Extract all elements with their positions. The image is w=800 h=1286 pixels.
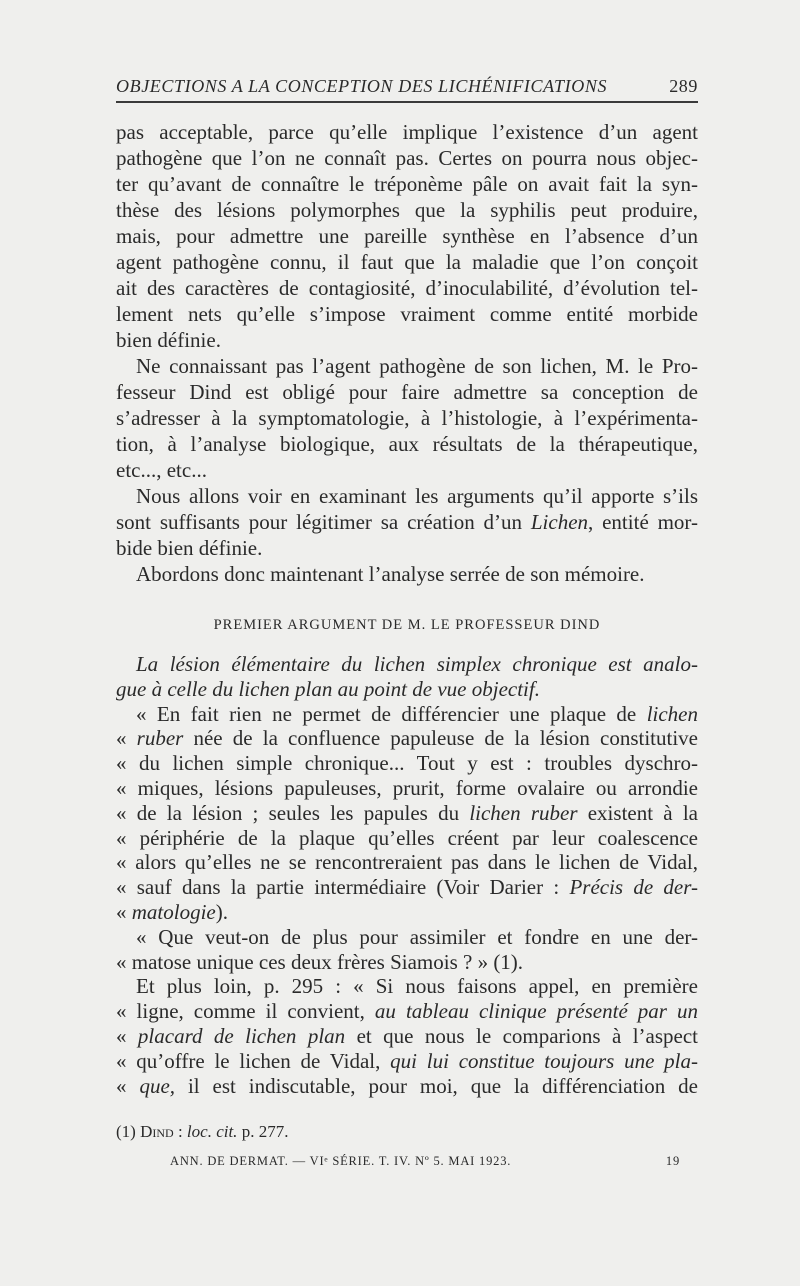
text-line	[116, 145, 698, 171]
text-segment: pathogène que l’on ne connaît pas. Certes on pourra nous objec-	[116, 146, 698, 170]
footnote-marker: (1)	[116, 1122, 141, 1141]
text-segment: mais, pour admettre une pareille synthèse en l’absence d’un	[116, 224, 698, 248]
text-segment: Nous allons voir en examinant les arguments qu’il apporte s’ils	[136, 484, 698, 508]
text-segment: « ligne, comme il convient,	[116, 999, 375, 1024]
text-line	[116, 801, 698, 826]
italic-text: Lichen	[530, 510, 589, 534]
text-segment: et que nous le comparions à l’aspect	[345, 1023, 698, 1048]
italic-text: ruber	[136, 726, 184, 751]
text-segment: ter qu’avant de connaître le tréponème pâle on avait fait la syn-	[116, 172, 698, 196]
text-segment: Et plus loin, p. 295 : « Si nous faisons appel, en première	[136, 974, 698, 999]
text-segment: bide bien définie.	[116, 536, 263, 560]
journal-footer	[170, 1154, 680, 1169]
text-segment: «	[116, 1023, 138, 1048]
text-line	[116, 379, 698, 405]
signature-mark: 19	[665, 1154, 680, 1168]
italic-text: placard de lichen plan	[137, 1023, 346, 1048]
text-segment: Ne connaissant pas l’agent pathogène de son lichen, M. le Pro-	[136, 354, 698, 378]
text-line	[116, 561, 698, 587]
text-segment: Abordons donc maintenant l’analyse serrée de son mémoire.	[136, 562, 645, 586]
body-text-block-2	[116, 652, 698, 1098]
text-segment: sont suffisants pour légitimer sa création d’un	[116, 510, 531, 534]
text-line	[116, 275, 698, 301]
text-segment: etc..., etc...	[116, 458, 207, 482]
text-segment: « sauf dans la partie intermédiaire (Voir Darier :	[116, 875, 570, 900]
text-segment: , entité mor-	[588, 510, 698, 534]
text-line	[116, 1024, 698, 1049]
italic-text: Précis de der-	[569, 875, 698, 900]
text-segment: s’adresser à la symptomatologie, à l’histologie, à l’expérimenta-	[116, 406, 698, 430]
text-line	[116, 677, 698, 702]
italic-text: gue à celle du lichen plan au point de vue objectif.	[116, 676, 540, 701]
text-line	[116, 751, 698, 776]
italic-text: lichen	[646, 701, 698, 726]
text-line	[116, 702, 698, 727]
text-segment: « alors qu’elles ne se rencontreraient pas dans le lichen de Vidal,	[116, 850, 698, 875]
text-line	[116, 1074, 698, 1099]
italic-text: lichen ruber	[469, 800, 578, 825]
page-number: 289	[669, 76, 698, 96]
text-line	[116, 1049, 698, 1074]
text-line	[116, 974, 698, 999]
text-line	[116, 457, 698, 483]
footnote-ref: loc. cit.	[186, 1122, 238, 1141]
text-segment: thèse des lésions polymorphes que la syphilis peut produire,	[116, 198, 698, 222]
text-line	[116, 776, 698, 801]
text-segment: née de la confluence papuleuse de la lésion constitutive	[183, 726, 698, 751]
text-segment: « Que veut-on de plus pour assimiler et fondre en une der-	[136, 924, 698, 949]
running-head	[116, 76, 698, 97]
running-head-title: OBJECTIONS A LA CONCEPTION DES LICHÉNIFICATIONS	[116, 76, 608, 96]
text-line	[116, 249, 698, 275]
text-line	[116, 171, 698, 197]
text-line	[116, 197, 698, 223]
text-line	[116, 301, 698, 327]
text-line	[116, 999, 698, 1024]
text-line	[116, 509, 698, 535]
text-line	[116, 483, 698, 509]
text-segment: ait des caractères de contagiosité, d’inoculabilité, d’évolution tel-	[116, 276, 698, 300]
text-line	[116, 223, 698, 249]
text-segment: il est indiscutable, pour moi, que la différenciation de	[175, 1073, 698, 1098]
text-line	[116, 119, 698, 145]
text-segment: bien définie.	[116, 328, 221, 352]
text-segment: lement nets qu’elle s’impose vraiment comme entité morbide	[116, 302, 698, 326]
header-rule	[116, 101, 698, 103]
text-line	[116, 850, 698, 875]
text-segment: tion, à l’analyse biologique, aux résultats de la thérapeutique,	[116, 432, 698, 456]
text-segment: « de la lésion ; seules les papules du	[116, 800, 470, 825]
text-line	[116, 925, 698, 950]
text-segment: « du lichen simple chronique... Tout y est : troubles dyschro-	[116, 751, 698, 776]
text-segment: « matose unique ces deux frères Siamois ? » (1).	[116, 949, 524, 974]
text-segment: «	[116, 726, 137, 751]
text-segment: ).	[215, 899, 228, 924]
text-line	[116, 726, 698, 751]
text-segment: «	[116, 899, 132, 924]
text-line	[116, 431, 698, 457]
text-line	[116, 405, 698, 431]
text-segment: existent à la	[577, 800, 698, 825]
text-segment: pas acceptable, parce qu’elle implique l’existence d’un agent	[116, 120, 698, 144]
italic-text: qui lui constitue toujours une pla-	[390, 1048, 698, 1073]
text-line	[116, 535, 698, 561]
italic-text: La lésion élémentaire du lichen simplex chronique est analo-	[136, 652, 698, 676]
text-line	[116, 353, 698, 379]
section-heading: PREMIER ARGUMENT DE M. LE PROFESSEUR DIND	[213, 617, 601, 633]
text-segment: agent pathogène connu, il faut que la maladie que l’on conçoit	[116, 250, 698, 274]
text-segment: fesseur Dind est obligé pour faire admettre sa conception de	[116, 380, 698, 404]
footnote	[116, 1122, 288, 1142]
body-text-block-1	[116, 119, 698, 587]
text-line	[116, 327, 698, 353]
footnote-page: p. 277.	[237, 1122, 289, 1141]
text-line	[116, 900, 698, 925]
text-segment: « périphérie de la plaque qu’elles créent par leur coalescence	[116, 825, 698, 850]
italic-text: au tableau clinique présenté par un	[374, 999, 698, 1024]
journal-citation: ANN. DE DERMAT. — VIᵉ SÉRIE. T. IV. Nº 5. MAI 1923.	[170, 1154, 512, 1168]
text-line	[116, 875, 698, 900]
italic-text: que,	[139, 1073, 176, 1098]
text-line	[116, 826, 698, 851]
text-segment: «	[116, 1073, 140, 1098]
footnote-author: Dind	[140, 1122, 174, 1141]
text-segment: « qu’offre le lichen de Vidal,	[116, 1048, 391, 1073]
italic-text: matologie	[131, 899, 216, 924]
text-line	[116, 652, 698, 677]
text-segment: « miques, lésions papuleuses, prurit, forme ovalaire ou arrondie	[116, 775, 698, 800]
footnote-sep: :	[173, 1122, 187, 1141]
text-line	[116, 950, 698, 975]
text-segment: « En fait rien ne permet de différencier une plaque de	[136, 701, 647, 726]
